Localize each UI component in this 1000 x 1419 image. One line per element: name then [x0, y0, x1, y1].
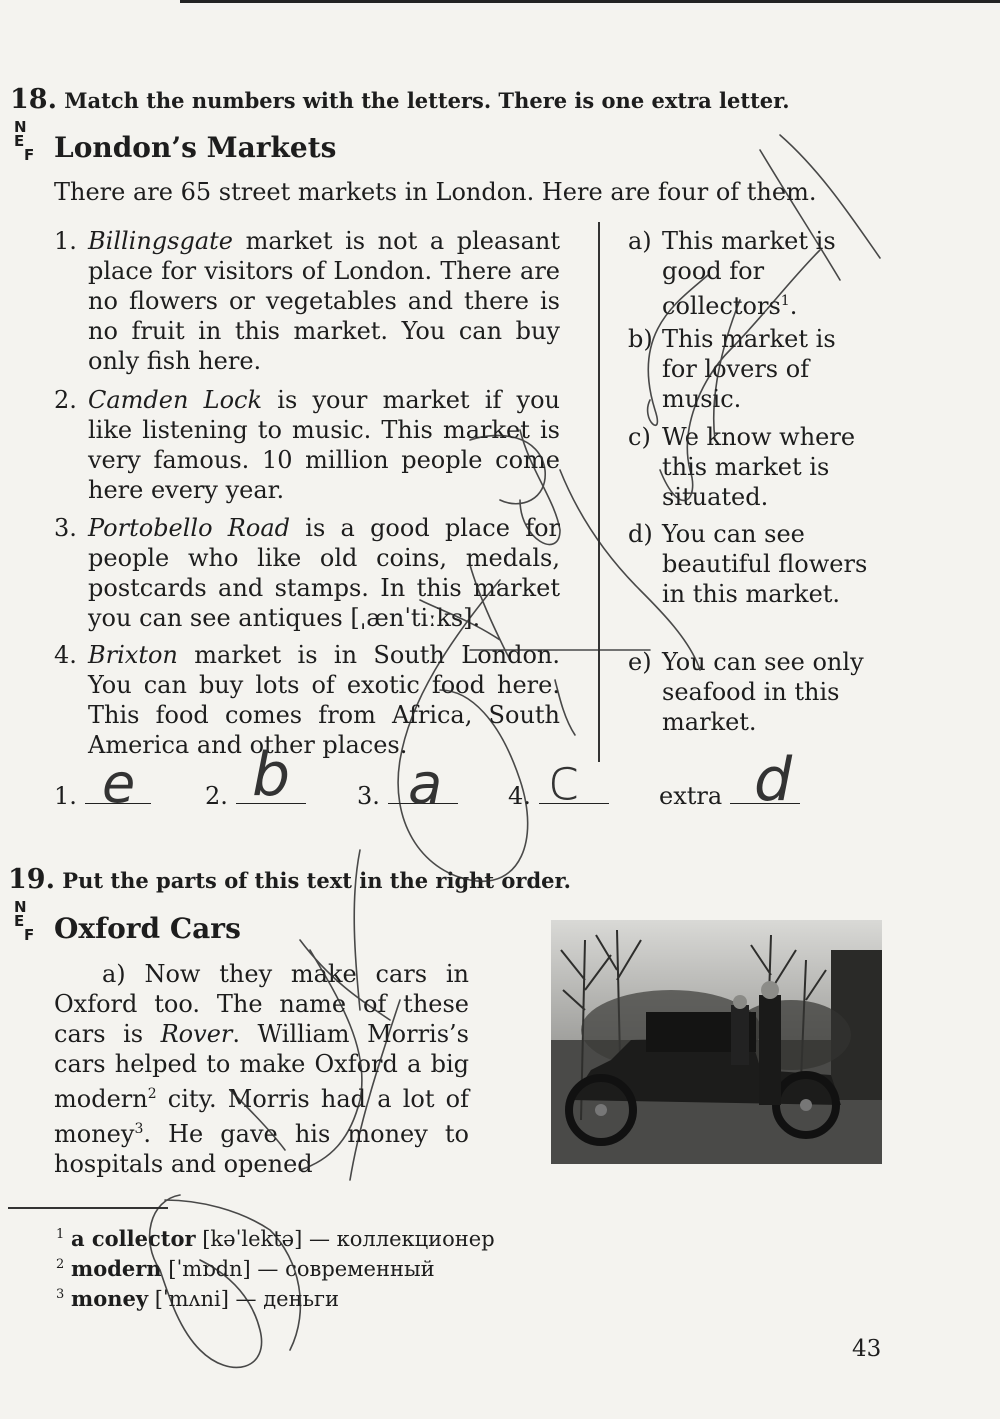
nef-f: F [24, 146, 35, 164]
answer-label: 2. [205, 782, 228, 810]
market-item-1 [54, 226, 560, 376]
footnote-word: modern [70, 1256, 162, 1281]
footnote-mark: 1 [780, 293, 790, 309]
footnote-number: 1 [56, 1227, 65, 1242]
footnote-definition: [ˈmɒdn] — современный [161, 1257, 435, 1281]
market-item-3 [54, 513, 560, 633]
option-text: This market is for lovers of music. [662, 325, 836, 413]
option-c [628, 422, 878, 512]
section-title: London’s Markets [54, 131, 337, 164]
answer-label: 1. [54, 782, 77, 810]
option-letter: c) [628, 423, 651, 451]
footnote-definition: [ˈmʌni] — деньги [148, 1287, 340, 1311]
option-e [628, 647, 878, 737]
instruction-text: Match the numbers with the letters. There is one extra letter. [64, 88, 790, 113]
market-text: market is not a pleasant place for visitors of London. There are no flowers or vegetables and there is no fruit in this market. You can buy only fish here. [88, 227, 560, 375]
vintage-car-photo [551, 920, 882, 1164]
nef-icon [14, 900, 34, 942]
option-text: This market is good for collectors [662, 227, 836, 320]
task-18-instruction [10, 84, 790, 115]
answer-label: extra [659, 782, 723, 810]
item-number: 2. [54, 386, 77, 414]
car-photo-image [551, 920, 882, 1164]
footnote-rule [8, 1207, 168, 1209]
market-name: Portobello Road [88, 514, 291, 542]
handwritten-answer-extra: d [754, 745, 793, 815]
oxford-paragraph [54, 959, 469, 1179]
footnote-3 [56, 1282, 495, 1312]
footnote-1 [56, 1222, 495, 1252]
instruction-text: Put the parts of this text in the right order. [62, 868, 571, 893]
nef-f: F [24, 926, 35, 944]
item-number: 3. [54, 514, 77, 542]
column-divider [598, 222, 600, 762]
market-name: Billingsgate [88, 227, 233, 255]
answer-label: 3. [357, 782, 380, 810]
nef-n: N [14, 898, 27, 916]
car-name: Rover [160, 1020, 233, 1048]
option-letter: e) [628, 648, 652, 676]
nef-e: E [14, 912, 25, 930]
nef-e: E [14, 132, 25, 150]
page-number: 43 [852, 1336, 882, 1362]
option-text-end: . [789, 292, 798, 320]
footnote-word: a collector [70, 1226, 196, 1251]
top-rule [180, 0, 1000, 3]
option-text: We know where this market is situated. [662, 423, 856, 511]
option-b [628, 324, 878, 414]
market-name: Brixton [88, 641, 178, 669]
footnote-mark: 3 [134, 1121, 144, 1137]
footnote-number: 3 [56, 1287, 65, 1302]
item-number: 4. [54, 641, 77, 669]
paragraph-text: Now they make cars in Oxford too. The name of these cars is [54, 960, 469, 1048]
footnote-definition: [kəˈlektə] — коллекционер [195, 1227, 495, 1251]
intro-text: There are 65 street markets in London. Here are four of them. [54, 178, 817, 206]
option-text: You can see only seafood in this market. [662, 648, 864, 736]
option-a [628, 226, 878, 321]
nef-n: N [14, 118, 27, 136]
footnote-mark: 2 [147, 1086, 157, 1102]
section-title: Oxford Cars [54, 912, 241, 945]
footnotes [56, 1222, 495, 1312]
paragraph-text: . William Morris’s cars helped to make Oxford a big modern [54, 1020, 469, 1113]
option-letter: d) [628, 520, 653, 548]
paragraph-text: . He gave his money to hospitals and opened [54, 1120, 469, 1178]
answer-label: 4. [508, 782, 531, 810]
footnote-number: 2 [56, 1257, 65, 1272]
task-number: 19. [8, 864, 55, 895]
option-text: You can see beautiful flowers in this market. [662, 520, 868, 608]
market-text: market is in South London. You can buy lots of exotic food here. This food comes from Africa, South America and other places. [88, 641, 560, 759]
footnote-word: money [70, 1286, 149, 1311]
paragraph-text: city. Morris had a lot of money [54, 1085, 469, 1148]
item-number: 1. [54, 227, 77, 255]
handwritten-answer-2: b [252, 740, 291, 810]
market-text: is your market if you like listening to music. This market is very famous. 10 million people come here every year. [88, 386, 561, 504]
paragraph-label: a) [102, 960, 126, 988]
option-d [628, 519, 878, 609]
market-item-2 [54, 385, 560, 505]
market-name: Camden Lock [88, 386, 263, 414]
handwritten-answer-1: e [102, 752, 136, 815]
market-item-4 [54, 640, 560, 760]
task-19-instruction [8, 864, 571, 895]
option-letter: b) [628, 325, 653, 353]
handwritten-answer-3: a [408, 752, 443, 817]
handwritten-answer-4: c [548, 745, 580, 813]
nef-icon [14, 120, 34, 162]
market-text: is a good place for people who like old coins, medals, postcards and stamps. In this market you can see antiques [ˌænˈtiːks]. [88, 514, 560, 632]
footnote-2 [56, 1252, 495, 1282]
task-number: 18. [10, 84, 57, 115]
option-letter: a) [628, 227, 652, 255]
